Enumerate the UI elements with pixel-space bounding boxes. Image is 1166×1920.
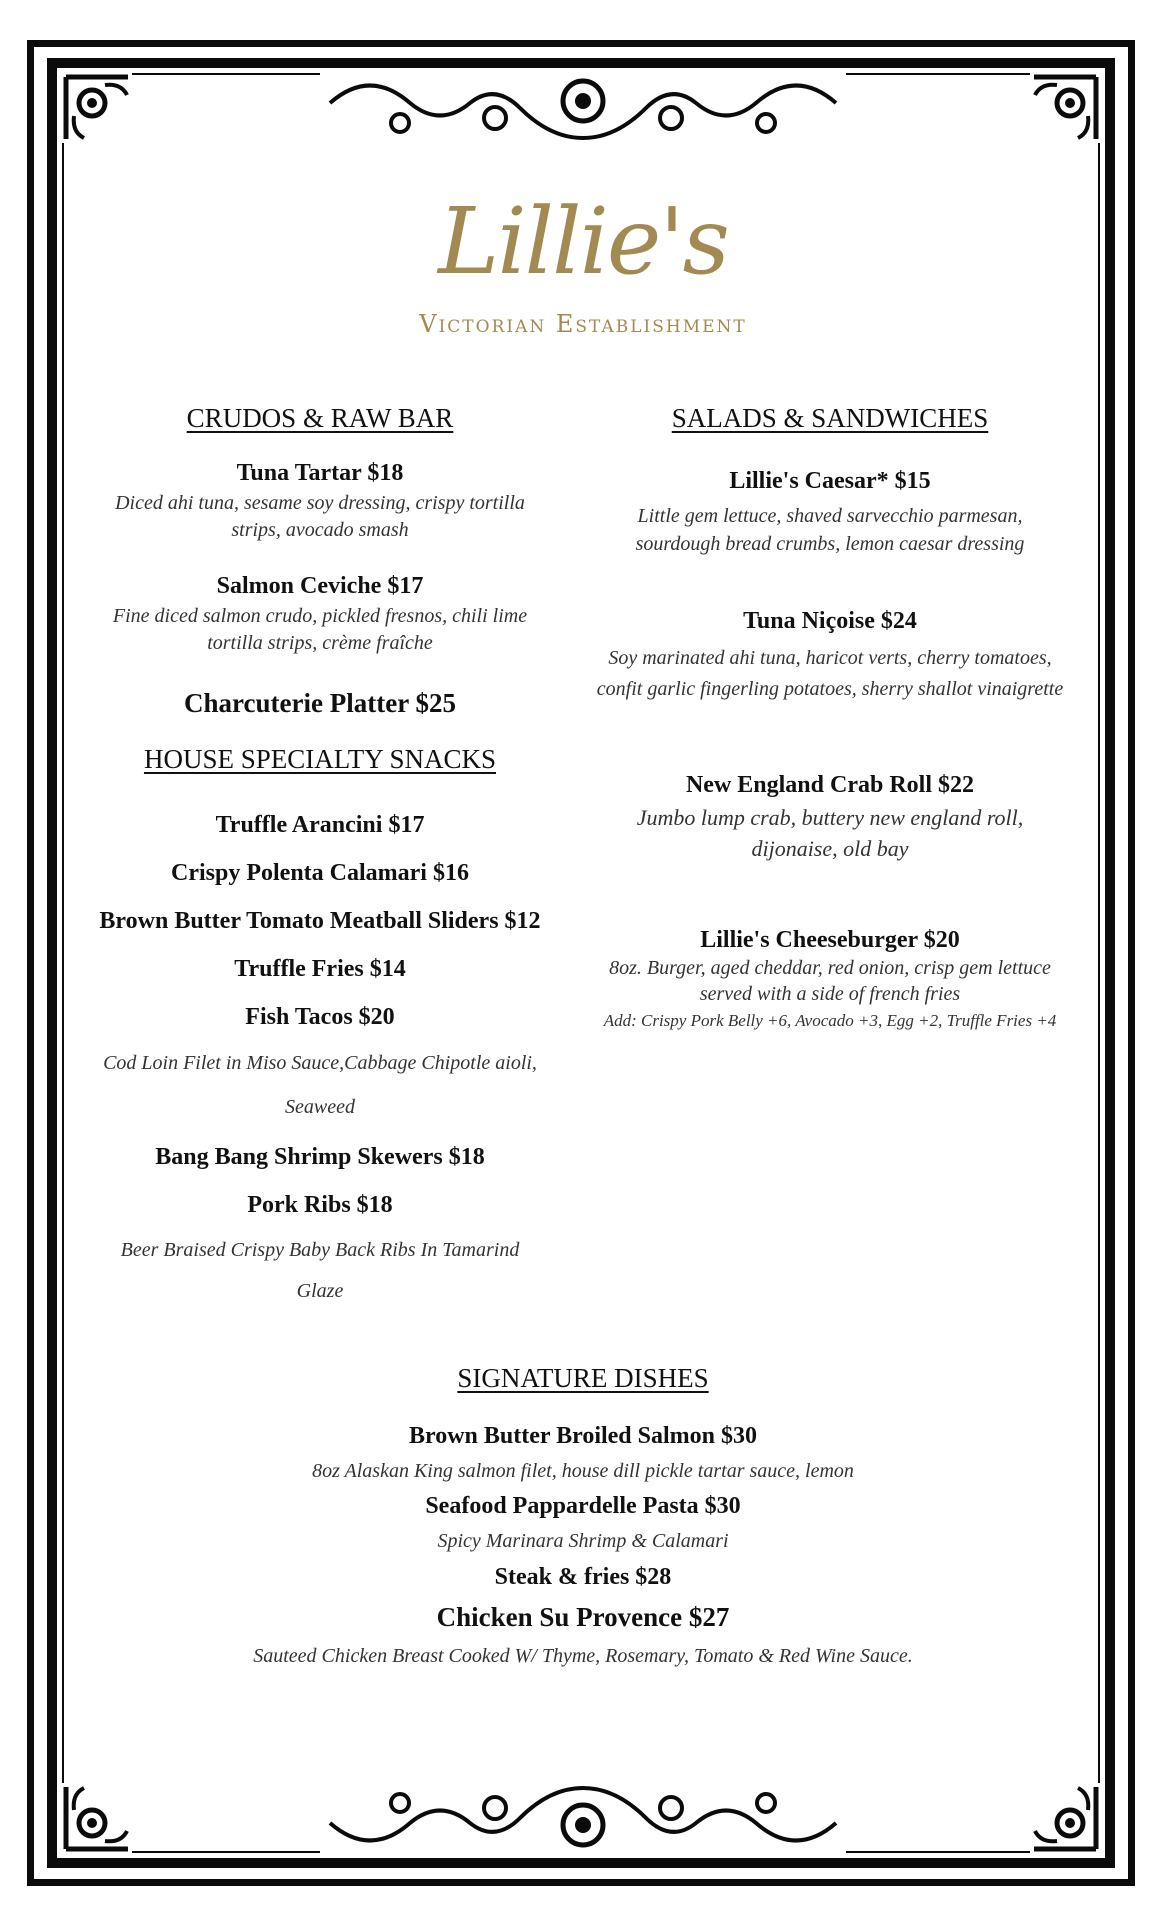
menu-item-name: Lillie's Cheeseburger $20 [700, 927, 960, 953]
menu-item-desc: confit garlic fingerling potatoes, sherry shallot vinaigrette [596, 678, 1064, 700]
menu-item-name: Brown Butter Broiled Salmon $30 [408, 1423, 758, 1449]
menu-item-name: Seafood Pappardelle Pasta $30 [425, 1493, 741, 1519]
restaurant-logo: Lillie's [438, 188, 728, 295]
menu-item-desc: Soy marinated ahi tuna, haricot verts, cherry tomatoes, [608, 647, 1052, 669]
menu-item-name: Brown Butter Tomato Meatball Sliders $12 [99, 908, 541, 934]
menu-item-name: Charcuterie Platter $25 [184, 688, 456, 718]
menu-item-name: Tuna Tartar $18 [236, 460, 404, 486]
section-heading-crudos: CRUDOS & RAW BAR [186, 403, 454, 433]
menu-item-desc: tortilla strips, crème fraîche [207, 632, 433, 654]
restaurant-tagline: Victorian Establishment [419, 310, 747, 338]
menu-item-name: Truffle Arancini $17 [215, 812, 425, 838]
menu-item-desc: Cod Loin Filet in Miso Sauce,Cabbage Chipotle aioli, [103, 1052, 537, 1074]
menu-item-name: Lillie's Caesar* $15 [729, 468, 931, 494]
signature-section [140, 0, 1026, 1920]
section-heading-snacks: HOUSE SPECIALTY SNACKS [143, 744, 497, 774]
section-heading-salads: SALADS & SANDWICHES [671, 403, 989, 433]
menu-item-name: Bang Bang Shrimp Skewers $18 [155, 1144, 485, 1170]
menu-item-name: Fish Tacos $20 [245, 1004, 395, 1030]
menu-item-desc: Seaweed [285, 1096, 355, 1118]
menu-item-name: Chicken Su Provence $27 [436, 1602, 730, 1632]
menu-item-desc: dijonaise, old bay [751, 836, 909, 861]
menu-item-desc: Beer Braised Crispy Baby Back Ribs In Tamarind [120, 1239, 520, 1261]
menu-item-desc: Jumbo lump crab, buttery new england roll, [636, 805, 1024, 830]
menu-item-name: Crispy Polenta Calamari $16 [171, 860, 469, 886]
menu-item-addon: Add: Crispy Pork Belly +6, Avocado +3, Egg +2, Truffle Fries +4 [603, 1011, 1057, 1030]
menu-item-name: Steak & fries $28 [494, 1564, 672, 1590]
menu-item-name: Salmon Ceviche $17 [216, 573, 424, 599]
menu-item-desc: 8oz. Burger, aged cheddar, red onion, crisp gem lettuce [609, 957, 1051, 979]
menu-item-desc: Fine diced salmon crudo, pickled fresnos, chili lime [112, 605, 528, 627]
menu-item-desc: strips, avocado smash [231, 519, 409, 541]
menu-item-desc: sourdough bread crumbs, lemon caesar dressing [635, 533, 1025, 555]
menu-item-desc: Spicy Marinara Shrimp & Calamari [437, 1530, 729, 1552]
menu-item-desc: 8oz Alaskan King salmon filet, house dill pickle tartar sauce, lemon [312, 1460, 854, 1482]
menu-item-name: Pork Ribs $18 [247, 1192, 393, 1218]
menu-item-desc: Diced ahi tuna, sesame soy dressing, crispy tortilla [115, 492, 525, 514]
section-heading-signature: SIGNATURE DISHES [457, 1363, 709, 1393]
menu-item-desc: Glaze [296, 1280, 344, 1302]
menu-item-name: Tuna Niçoise $24 [743, 608, 917, 634]
menu-item-desc: served with a side of french fries [699, 983, 961, 1005]
menu-item-name: Truffle Fries $14 [234, 956, 406, 982]
menu-item-desc: Little gem lettuce, shaved sarvecchio parmesan, [637, 505, 1023, 527]
menu-item-desc: Sauteed Chicken Breast Cooked W/ Thyme, Rosemary, Tomato & Red Wine Sauce. [253, 1645, 913, 1667]
menu-item-name: New England Crab Roll $22 [685, 772, 975, 798]
